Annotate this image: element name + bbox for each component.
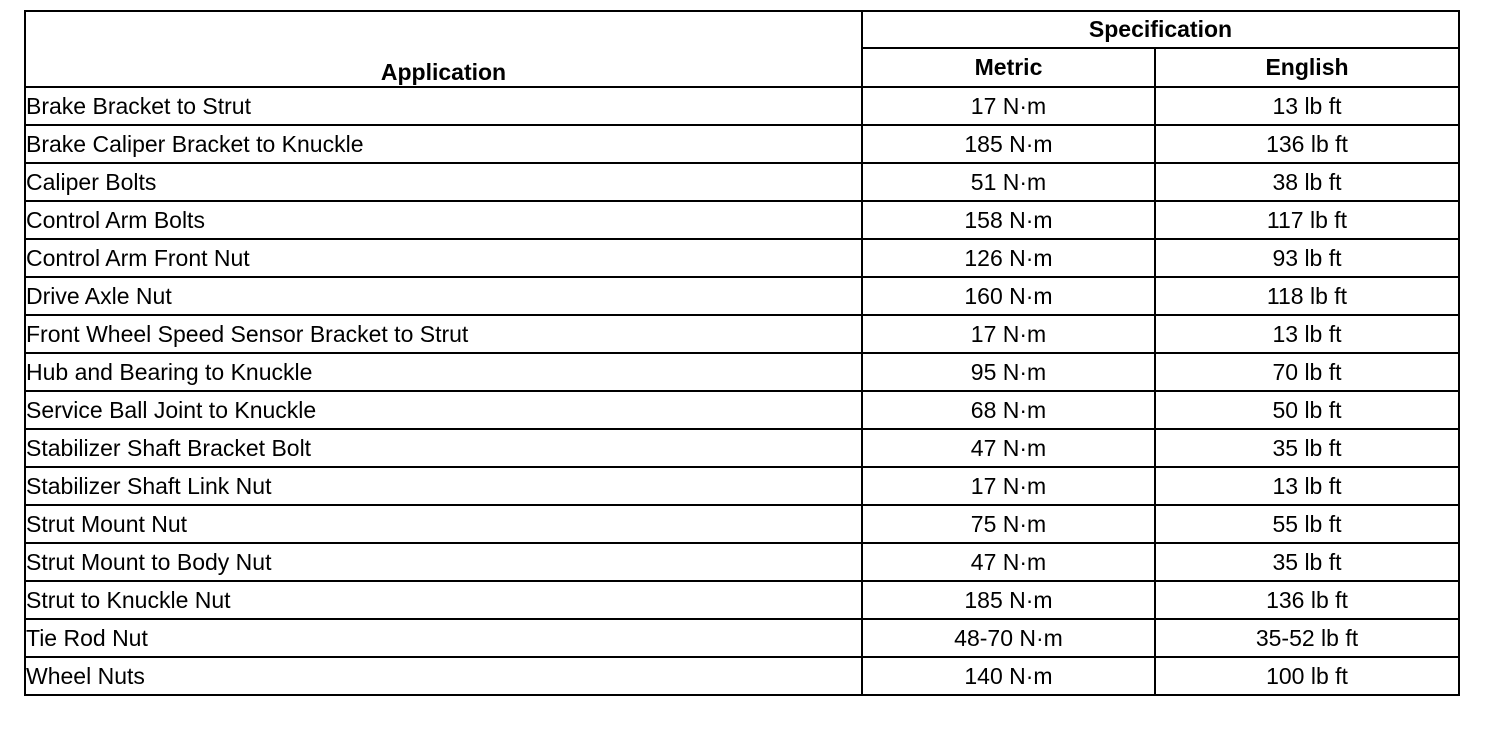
english-value-cell: 13 lb ft	[1155, 315, 1459, 353]
metric-value-cell: 48-70 N·m	[862, 619, 1155, 657]
metric-value-cell: 47 N·m	[862, 543, 1155, 581]
table-row	[25, 505, 1459, 543]
application-cell: Strut to Knuckle Nut	[25, 581, 862, 619]
english-value-cell: 117 lb ft	[1155, 201, 1459, 239]
table-header	[25, 11, 1459, 87]
english-value-cell: 136 lb ft	[1155, 581, 1459, 619]
metric-value-cell: 75 N·m	[862, 505, 1155, 543]
english-value-cell: 93 lb ft	[1155, 239, 1459, 277]
application-cell: Strut Mount Nut	[25, 505, 862, 543]
table-row	[25, 239, 1459, 277]
metric-value-cell: 17 N·m	[862, 467, 1155, 505]
metric-value-cell: 17 N·m	[862, 315, 1155, 353]
table-row	[25, 581, 1459, 619]
application-cell: Control Arm Front Nut	[25, 239, 862, 277]
english-value-cell: 13 lb ft	[1155, 467, 1459, 505]
application-cell: Brake Caliper Bracket to Knuckle	[25, 125, 862, 163]
english-value-cell: 35-52 lb ft	[1155, 619, 1459, 657]
specification-column-header: Specification	[862, 11, 1459, 48]
english-value-cell: 38 lb ft	[1155, 163, 1459, 201]
english-value-cell: 136 lb ft	[1155, 125, 1459, 163]
application-cell: Service Ball Joint to Knuckle	[25, 391, 862, 429]
application-cell: Caliper Bolts	[25, 163, 862, 201]
english-value-cell: 70 lb ft	[1155, 353, 1459, 391]
table-row	[25, 619, 1459, 657]
metric-value-cell: 185 N·m	[862, 125, 1155, 163]
metric-value-cell: 47 N·m	[862, 429, 1155, 467]
metric-value-cell: 126 N·m	[862, 239, 1155, 277]
metric-value-cell: 95 N·m	[862, 353, 1155, 391]
metric-value-cell: 160 N·m	[862, 277, 1155, 315]
table-row	[25, 315, 1459, 353]
table-row	[25, 201, 1459, 239]
english-value-cell: 55 lb ft	[1155, 505, 1459, 543]
metric-value-cell: 68 N·m	[862, 391, 1155, 429]
table-row	[25, 125, 1459, 163]
english-value-cell: 100 lb ft	[1155, 657, 1459, 695]
header-row-top	[25, 11, 1459, 48]
application-cell: Hub and Bearing to Knuckle	[25, 353, 862, 391]
table-row	[25, 87, 1459, 125]
english-value-cell: 13 lb ft	[1155, 87, 1459, 125]
english-value-cell: 50 lb ft	[1155, 391, 1459, 429]
application-cell: Stabilizer Shaft Link Nut	[25, 467, 862, 505]
table-row	[25, 657, 1459, 695]
table-row	[25, 277, 1459, 315]
metric-value-cell: 185 N·m	[862, 581, 1155, 619]
fastener-tightening-specifications-table	[24, 10, 1460, 696]
application-cell: Wheel Nuts	[25, 657, 862, 695]
application-cell: Front Wheel Speed Sensor Bracket to Strut	[25, 315, 862, 353]
table-row	[25, 429, 1459, 467]
application-cell: Control Arm Bolts	[25, 201, 862, 239]
table-row	[25, 163, 1459, 201]
metric-value-cell: 140 N·m	[862, 657, 1155, 695]
table-row	[25, 467, 1459, 505]
metric-value-cell: 17 N·m	[862, 87, 1155, 125]
table-row	[25, 543, 1459, 581]
application-cell: Stabilizer Shaft Bracket Bolt	[25, 429, 862, 467]
english-value-cell: 35 lb ft	[1155, 543, 1459, 581]
table-row	[25, 353, 1459, 391]
metric-column-header: Metric	[862, 48, 1155, 87]
application-column-header: Application	[25, 11, 862, 87]
english-value-cell: 118 lb ft	[1155, 277, 1459, 315]
metric-value-cell: 51 N·m	[862, 163, 1155, 201]
metric-value-cell: 158 N·m	[862, 201, 1155, 239]
application-cell: Drive Axle Nut	[25, 277, 862, 315]
table-row	[25, 391, 1459, 429]
application-cell: Strut Mount to Body Nut	[25, 543, 862, 581]
application-cell: Brake Bracket to Strut	[25, 87, 862, 125]
english-value-cell: 35 lb ft	[1155, 429, 1459, 467]
application-cell: Tie Rod Nut	[25, 619, 862, 657]
table-body	[25, 87, 1459, 695]
english-column-header: English	[1155, 48, 1459, 87]
